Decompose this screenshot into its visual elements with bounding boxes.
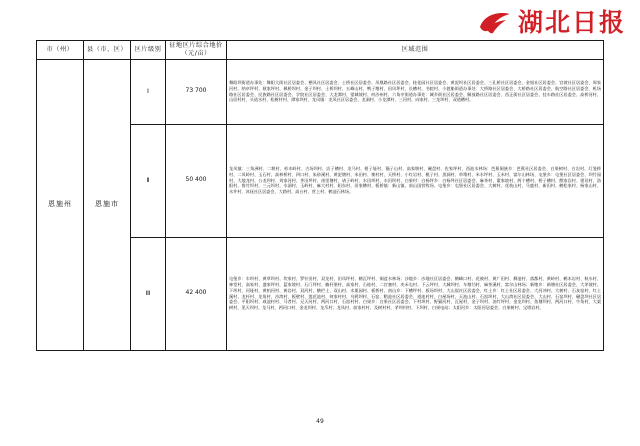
- cell-price: 50 400: [166, 124, 227, 237]
- cell-city: 恩施州: [37, 59, 84, 350]
- table-row: [37, 59, 604, 124]
- cell-level: Ⅱ: [131, 124, 166, 237]
- cell-price: 73 700: [166, 59, 227, 124]
- column-header-scope: 区域范围: [227, 41, 604, 60]
- cell-scope: 舞阳坝街道办事处：舞阳大街社区居委会、栖凤社区居委会、土桥社区居委会、凤凰路社区居委会、桂花园社区居委会、黄泥坝社区居委会、三孔桥社区居委会、金银社区居委会、官坡社区居委会、周家河村、纳卓坪村、耿家坪村、枫桥坝村、金子坝村、土桥坝村、五峰山村、鸭子塘村、田凤坪村、长槽村、书院村、小渡船街道办事处：大桥路社区居委会、大桥路社区居委会、航空路社区居委会、机场路社区居委会、民族路社区居委会、学院社区居委会、大龙潭村、望城坡村、何沙州村、六角亭街道办事处：城乡街社区居委会、解放路社区居委会、西正街社区居委会、挂车路社区居委会、高桥河村、山居村村、头道水村、松树村村、谭家坝村、龙凤镇：龙凤社区居委会、龙洞村、小龙潭村、三河村、向家村、三龙坝村、双道槽村。: [227, 59, 604, 124]
- flame-bird-logo-icon: [478, 11, 512, 35]
- column-header-county: 县（市、区）: [84, 41, 131, 60]
- cell-level: Ⅲ: [131, 237, 166, 350]
- cell-scope: 屯堡乡：车坝村、黄草坝村、坎家村、罗针田村、双龙村、田凤坪村、鹤瓦坪村、铜盆水林场；沙地乡：沙地社区居委会、鹤峰口村、花被村、黄广田村、柳池村、落都村、黄岭村、鹤木岩村、秋水村、神堂村、高家村、盛家坪村、蓝家坡村、石门坪村、楠杆堡村、高家村、石桂村、二官塞村、麦禾屯村、下云坪村、大城坝村、车塘垱村、麻茶溪村、富尔山林场；新塘乡：新塘社区居委会、大茅坡村、下坝村、河垭村、黄柏河村、黄岩村、双河村、横栏土、双山村、木栗园村、板桥村、南山乡：下槽坪村、板场坝村、大山崖社区居委会、红土乡：红土社区居委会、大河冲村、大树村、石灰窑村、红土溪村、龙杆村、龙角村、沙湾村、板壁村、莲花池村、何家村村、乌鸦坝村、石窑、稻池社区居委会、道池村村、白屋场村、天池山村、石窑坝村、大山湾社区居委会、大山村、石窑坝村、碾盘坝社区居委会、平阳坝村、咸池村村、马者村、兄天河村、两河口村、石窑村村、白果乡：白果社区居委会、下村坝村、野猫河村、瓦屋村、金子坝村、油竹坪村、金龙坝村、鱼塘坝村、两河口村、牛角村、大栗树村、见天坝村、龙马村、两河口村、金龙坝村、龙爪村；龙凤村、前家村村、及树村村、茅坝村村、下坝村、白果电站；太阳河乡：太阳河居委会、白果树村、宝塔岩村。: [227, 237, 604, 350]
- cell-level: Ⅰ: [131, 59, 166, 124]
- land-price-table: [36, 40, 604, 351]
- document-page: [36, 40, 604, 412]
- cell-price: 42 400: [166, 237, 227, 350]
- table-header-row: [37, 41, 604, 60]
- column-header-level: 区片级别: [131, 41, 166, 60]
- cell-county: 恩施市: [84, 59, 131, 350]
- column-header-city: 市（州）: [37, 41, 84, 60]
- column-header-price: 征地区片综合地价（元/亩）: [166, 41, 227, 60]
- masthead-title: 湖北日报: [517, 8, 626, 37]
- cell-scope: 龙凤镇：三角洲村、二堰村、杉木岭村、古场坝村、店子槽村、龙马村、相子垭村、猫子山村、高家堰村、碾盘村、佐家坪村、西池水林场：芭蕉侗族乡：芭蕉社区居委会、白果树村、白岩村、灯笼桥村、二凤岭村、玉石村、高林桥村、四口村、朱砂溪村、黄泥塘村、米田村、寨村村、天桥村、小红岩村、桃子村、黑洞村、草堆村、米水坪村、玉米村、富尔山林场、屯堡乡：屯堡社区居委会、坝竹园村、大地龙村、公龙坝村、刘家河村、茅田坪村、南里塘村、诸子岭村、水田坝村、水田坝村、白果村：白杨坪乡：白杨坪社区居委会、麻茶村、董家坡村、两个槽村、桥子槽村、熊家岩村、建设村、洛阳村、鲁竹坝村、三元坝村、水洞村、玉岭村、麻大村村、阳东村、田家槽村、板桥镇：新山镇、前山国营牧场、屯堡乡：屯堡社区居委会、大树村、花枝山村、马鹿村、新田村、鹤松家村、杨家山村、水井村、沐抚社区居委会、大路村、高台村、营上村、鹤池石林场。: [227, 124, 604, 237]
- masthead: [478, 10, 626, 35]
- page-number: 49: [316, 418, 324, 425]
